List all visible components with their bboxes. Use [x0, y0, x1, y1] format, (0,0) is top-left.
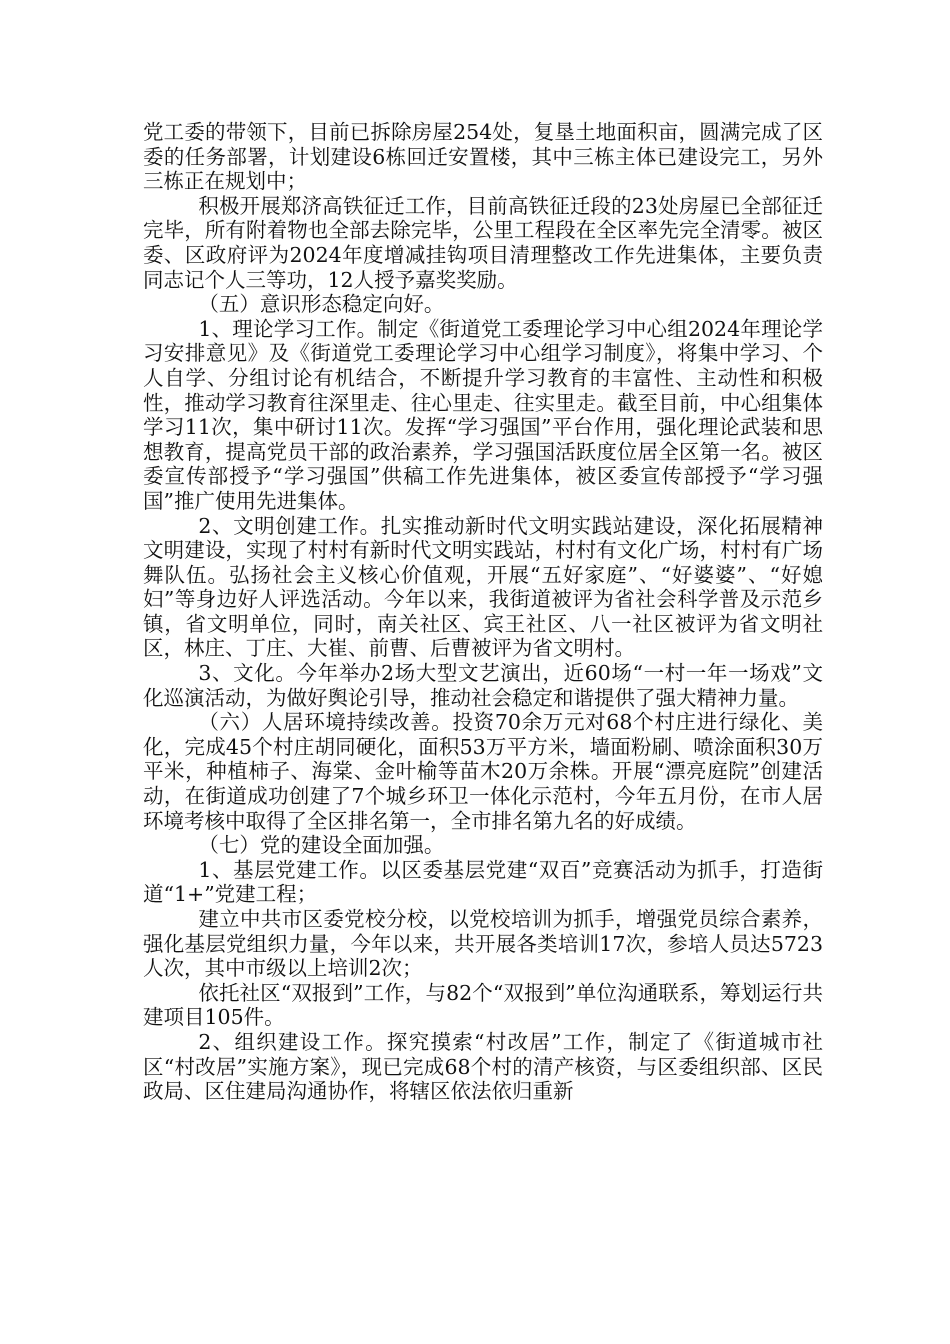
paragraph: 2、文明创建工作。扎实推动新时代文明实践站建设，深化拓展精神文明建设，实现了村村有新时代文明实践站，村村有文化广场，村村有广场舞队伍。弘扬社会主义核心价值观，开展“五好家庭”、“好婆婆”、“好媳妇”等身边好人评选活动。今年以来，我街道被评为省社会科学普及示范乡镇，省文明单位，同时，南关社区、宾王社区、八一社区被评为省文明社区，林庄、丁庄、大崔、前曹、后曹被评为省文明村。	[143, 513, 823, 661]
paragraph: 1、基层党建工作。以区委基层党建“双百”竞赛活动为抓手，打造街道“1+”党建工程；	[143, 857, 823, 907]
paragraph: 3、文化。今年举办2场大型文艺演出，近60场“一村一年一场戏”文化巡演活动，为做好舆论引导，推动社会稳定和谐提供了强大精神力量。	[143, 661, 823, 710]
document-body	[143, 120, 823, 1104]
paragraph: 1、理论学习工作。制定《街道党工委理论学习中心组2024年理论学习安排意见》及《街道党工委理论学习中心组学习制度》，将集中学习、个人自学、分组讨论有机结合，不断提升学习教育的丰富性、主动性和积极性，推动学习教育往深里走、往心里走、往实里走。截至目前，中心组集体学习11次，集中研讨11次。发挥“学习强国”平台作用，强化理论武装和思想教育，提高党员干部的政治素养，学习强国活跃度位居全区第一名。被区委宣传部授予“学习强国”供稿工作先进集体，被区委宣传部授予“学习强国”推广使用先进集体。	[143, 316, 823, 513]
paragraph: 2、组织建设工作。探究摸索“村改居”工作，制定了《街道城市社区“村改居”实施方案》，现已完成68个村的清产核资，与区委组织部、区民政局、区住建局沟通协作，将辖区依法依归重新	[143, 1029, 823, 1104]
paragraph: 积极开展郑济高铁征迁工作，目前高铁征迁段的23处房屋已全部征迁完毕，所有附着物也全部去除完毕，公里工程段在全区率先完全清零。被区委、区政府评为2024年度增减挂钩项目清理整改工作先进集体，主要负责同志记个人三等功，12人授予嘉奖奖励。	[143, 193, 823, 292]
paragraph: 党工委的带领下，目前已拆除房屋254处，复垦土地面积亩，圆满完成了区委的任务部署，计划建设6栋回迁安置楼，其中三栋主体已建设完工，另外三栋正在规划中；	[143, 120, 823, 194]
paragraph: 建立中共市区委党校分校，以党校培训为抓手，增强党员综合素养，强化基层党组织力量，今年以来，共开展各类培训17次，参培人员达5723人次，其中市级以上培训2次；	[143, 907, 823, 981]
section-heading: （七）党的建设全面加强。	[198, 833, 445, 858]
paragraph: 依托社区“双报到”工作，与82个“双报到”单位沟通联系，筹划运行共建项目105件。	[143, 980, 823, 1030]
paragraph: （六）人居环境持续改善。投资70余万元对68个村庄进行绿化、美化，完成45个村庄胡同硬化，面积53万平方米，墙面粉刷、喷涂面积30万平米，种植柿子、海棠、金叶榆等苗木20万余株。开展“漂亮庭院”创建活动，在街道成功创建了7个城乡环卫一体化示范村，今年五月份，在市人居环境考核中取得了全区排名第一，全市排名第九名的好成绩。	[143, 710, 823, 833]
section-heading: （五）意识形态稳定向好。	[198, 292, 445, 317]
